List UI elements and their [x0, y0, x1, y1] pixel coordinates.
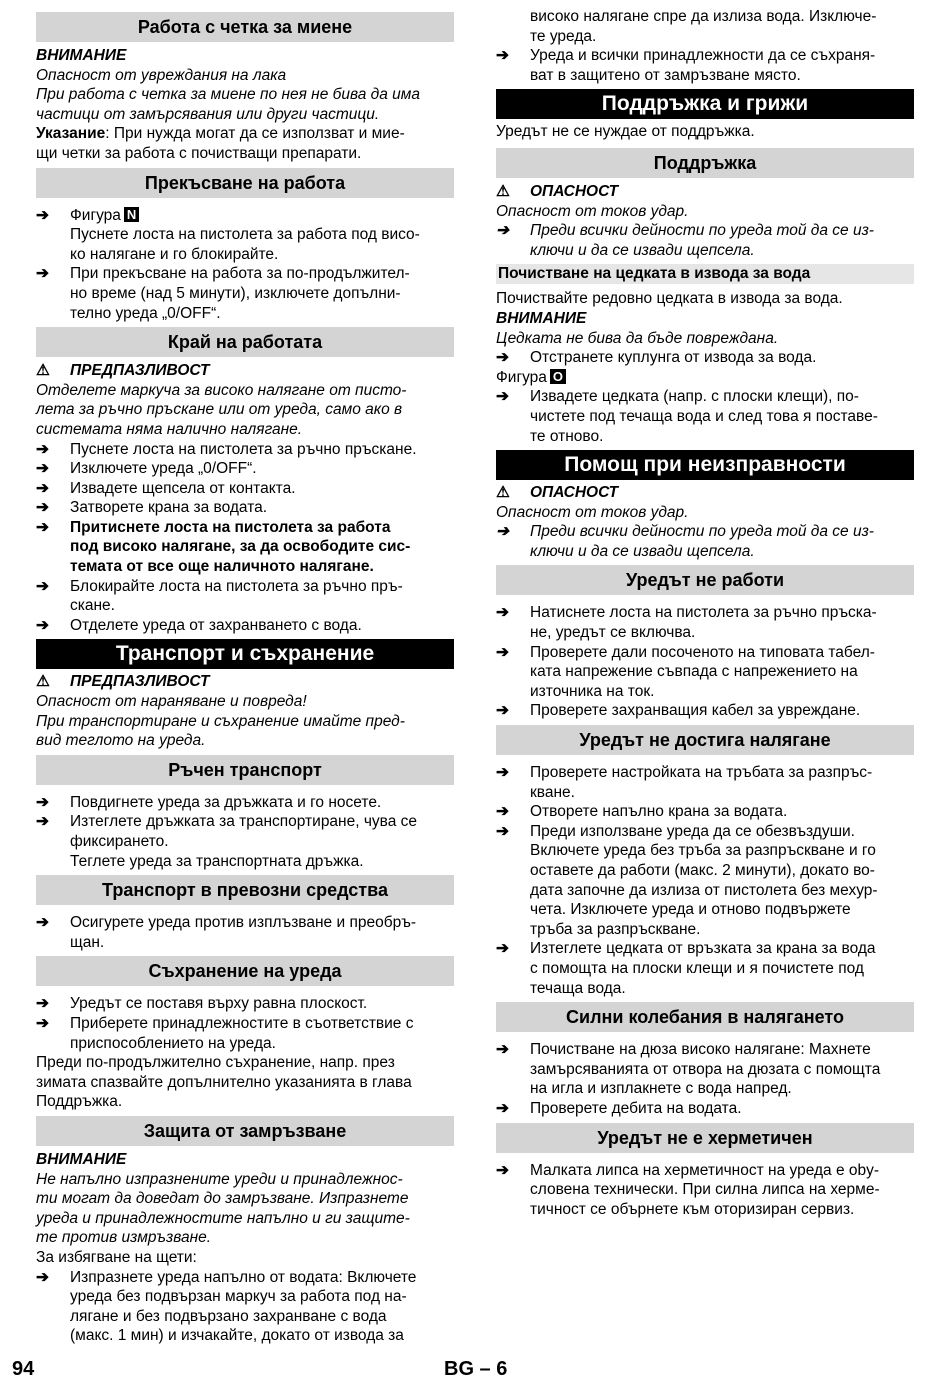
text-line: Включете уреда без тръба за разпръскване и го — [530, 842, 876, 860]
arrow-icon: ➔ — [496, 523, 509, 541]
list-item: ➔ Проверете настройката на тръбата за разпръс- — [496, 764, 873, 782]
warning-line: ⚠ ПРЕДПАЗЛИВОСТ — [36, 362, 210, 380]
text-line: ката напрежение съвпада с напрежението на — [530, 663, 858, 681]
text-line: тичност се обърнете към оторизиран сервиз. — [530, 1200, 855, 1218]
arrow-icon: ➔ — [36, 616, 49, 634]
list-item: ➔ Почистване на дюза високо налягане: Махнете — [496, 1041, 871, 1059]
text-line: Отделете маркуча за високо налягане от писто- — [36, 381, 407, 399]
text-line: Уредът не се нуждае от поддръжка. — [496, 123, 755, 141]
text-line: чистете под течаща вода и след това я поставе- — [530, 407, 878, 425]
figure-ref: Фигура — [496, 368, 547, 386]
text-line: замърсяванията от отвора на дюзата с помощта — [530, 1060, 881, 1078]
arrow-icon: ➔ — [496, 643, 509, 661]
left-column — [36, 0, 454, 1346]
arrow-icon: ➔ — [36, 995, 49, 1013]
section-heading: Уредът не е херметичен — [496, 1123, 914, 1153]
arrow-icon: ➔ — [36, 499, 49, 517]
text-line: системата няма налично налягане. — [36, 420, 303, 438]
list-item: ➔ Изпразнете уреда напълно от водата: Включете — [36, 1268, 417, 1286]
figure-letter-badge: N — [124, 207, 139, 222]
figure-line — [496, 368, 914, 388]
attention-label: ВНИМАНИЕ — [496, 309, 587, 327]
page-number: 94 — [12, 1358, 35, 1380]
text-line: течаща вода. — [530, 979, 626, 997]
warning-icon: ⚠ — [496, 182, 510, 200]
arrow-icon: ➔ — [36, 577, 49, 595]
arrow-icon: ➔ — [496, 47, 509, 65]
arrow-icon: ➔ — [36, 440, 49, 458]
chapter-heading: Помощ при неизправности — [496, 450, 914, 480]
attention-label: ВНИМАНИЕ — [36, 47, 127, 64]
list-item: ➔ Изтеглете цедката от връзката за крана за вода — [496, 940, 876, 958]
list-item: ➔ Пуснете лоста на пистолета за ръчно пръскане. — [36, 440, 417, 458]
section-heading: Ръчен транспорт — [36, 755, 454, 785]
text-line: Преди по-продължително съхранение, напр. през — [36, 1054, 395, 1072]
text-line: тръба за разпръскване. — [530, 920, 701, 938]
arrow-icon: ➔ — [496, 803, 509, 821]
section-heading: Прекъсване на работа — [36, 168, 454, 198]
arrow-icon: ➔ — [496, 1099, 509, 1117]
text-line: скане. — [70, 597, 115, 615]
arrow-icon: ➔ — [36, 793, 49, 811]
text-line: зимата спазвайте допълнително указанията в глава — [36, 1073, 412, 1091]
arrow-icon: ➔ — [36, 1268, 49, 1286]
note-text: : При нужда могат да се използват и мие- — [105, 125, 405, 143]
list-item: ➔ Извадете щепсела от контакта. — [36, 479, 296, 497]
list-item: ➔ Затворете крана за водата. — [36, 499, 268, 517]
text-line: Опасност от токов удар. — [496, 202, 689, 220]
list-item — [36, 206, 454, 226]
text-line: ти могат да доведат до замръзване. Изпразнете — [36, 1190, 409, 1208]
list-item: ➔ Изключете уреда „0/OFF“. — [36, 460, 257, 478]
arrow-icon: ➔ — [36, 813, 49, 831]
text-line: Не напълно изпразнените уреди и принадлежнос- — [36, 1170, 403, 1188]
warning-line: ⚠ ОПАСНОСТ — [496, 182, 619, 200]
list-item: ➔ Повдигнете уреда за дръжката и го носете. — [36, 793, 382, 811]
list-item: ➔ Извадете цедката (напр. с плоски клещи), по- — [496, 388, 859, 406]
text-line: телно уреда „0/OFF“. — [70, 304, 221, 322]
arrow-icon: ➔ — [496, 702, 509, 720]
text-line: уреда без подвързан маркуч за работа под на- — [70, 1288, 407, 1306]
section-heading: Поддръжка — [496, 148, 914, 178]
text-line: Опасност от увреждания на лака — [36, 66, 287, 84]
text-line: високо налягане спре да излиза вода. Изключе- — [530, 8, 877, 25]
figure-letter-badge: O — [550, 369, 566, 384]
text-line: темата от все още наличното налягане. — [70, 558, 374, 576]
arrow-icon: ➔ — [496, 764, 509, 782]
list-item: ➔ Малката липса на херметичност на уреда е obу- — [496, 1161, 880, 1179]
arrow-icon: ➔ — [36, 460, 49, 478]
text-line: (макс. 1 мин) и изчакайте, докато от извода за — [70, 1327, 404, 1345]
chapter-heading: Транспорт и съхранение — [36, 639, 454, 669]
note-line — [36, 124, 454, 144]
section-heading: Транспорт в превозни средства — [36, 875, 454, 905]
text-line: частици от замърсявания или други частици. — [36, 105, 380, 123]
page-code: BG – 6 — [444, 1358, 508, 1380]
arrow-icon: ➔ — [496, 222, 509, 240]
text-line: на игла и изплакнете с вода напред. — [530, 1080, 792, 1098]
text-line: чета. Изключете уреда и отново подвържете — [530, 901, 851, 919]
section-heading: Силни колебания в налягането — [496, 1002, 914, 1032]
section-heading: Работа с четка за миене — [36, 12, 454, 42]
text-line: приспособлението на уреда. — [70, 1034, 276, 1052]
text-line: не, уредът се включва. — [530, 624, 696, 642]
text-line: ключи и да се извади щепсела. — [530, 241, 755, 259]
list-item: ➔ Преди всички дейности по уреда той да се из- — [496, 222, 874, 240]
section-heading: Край на работата — [36, 327, 454, 357]
subsection-heading: Почистване на цедката в извода за вода — [496, 264, 914, 284]
list-item: ➔ Натиснете лоста на пистолета за ръчно пръска- — [496, 604, 877, 622]
attention-label: ВНИМАНИЕ — [36, 1150, 127, 1168]
section-heading: Уредът не работи — [496, 565, 914, 595]
section-heading: Съхранение на уреда — [36, 956, 454, 986]
text-line: вид теглото на уреда. — [36, 732, 206, 750]
list-item: ➔ Проверете дали посоченото на типовата табел- — [496, 643, 875, 661]
text-line: словена технически. При силна липса на херме- — [530, 1181, 880, 1199]
list-item: ➔ Осигурете уреда против изплъзване и преобръ- — [36, 914, 417, 932]
arrow-icon: ➔ — [496, 388, 509, 406]
arrow-icon: ➔ — [36, 479, 49, 497]
text-line: източника на ток. — [530, 682, 655, 700]
list-item: ➔ Изтеглете дръжката за транспортиране, чува се — [36, 813, 418, 831]
text-line: те против измръзване. — [36, 1229, 212, 1247]
list-item: ➔ Преди всички дейности по уреда той да се из- — [496, 523, 874, 541]
arrow-icon: ➔ — [496, 940, 509, 958]
list-item: ➔ Уредът се поставя върху равна плоскост. — [36, 995, 368, 1013]
arrow-icon: ➔ — [36, 265, 49, 283]
list-item: ➔ Уреда и всички принадлежности да се съхраня- — [496, 47, 876, 65]
text-line: Почиствайте редовно цедката в извода за вода. — [496, 290, 843, 308]
text-line: щи четки за работа с почистващи препарати. — [36, 144, 362, 162]
note-label: Указание — [36, 125, 106, 143]
arrow-icon: ➔ — [36, 206, 49, 224]
text-line: ват в защитено от замръзване място. — [530, 66, 801, 84]
section-heading: Защита от замръзване — [36, 1116, 454, 1146]
text-line: под високо налягане, за да освободите сис- — [70, 538, 411, 556]
arrow-icon: ➔ — [496, 822, 509, 840]
text-line: Цедката не бива да бъде повреждана. — [496, 329, 779, 347]
list-item: ➔ Притиснете лоста на пистолета за работа — [36, 518, 391, 536]
text-line: При транспортиране и съхранение имайте пред- — [36, 712, 405, 730]
text-line: лягане и без подвързано захранване с вода — [70, 1307, 387, 1325]
list-item: ➔ Проверете захранващия кабел за увреждане. — [496, 702, 861, 720]
figure-ref: Фигура — [70, 206, 121, 224]
list-item: ➔ Проверете дебита на водата. — [496, 1099, 742, 1117]
list-item: ➔ Отворете напълно крана за водата. — [496, 803, 788, 821]
text-line: но време (над 5 минути), изключете допълни- — [70, 284, 401, 302]
arrow-icon: ➔ — [496, 1041, 509, 1059]
text-line: За избягване на щети: — [36, 1248, 197, 1266]
section-heading: Уредът не достига налягане — [496, 725, 914, 755]
arrow-icon: ➔ — [36, 914, 49, 932]
arrow-icon: ➔ — [496, 1161, 509, 1179]
warning-line: ⚠ ОПАСНОСТ — [496, 484, 619, 502]
right-column — [496, 0, 914, 1219]
text-line: фиксирането. — [70, 833, 169, 850]
text-line: лета за ръчно пръскане или от уреда, само ако в — [36, 401, 403, 419]
arrow-icon: ➔ — [496, 604, 509, 622]
text-line: те уреда. — [530, 27, 597, 45]
list-item: ➔ Блокирайте лоста на пистолета за ръчно пръ- — [36, 577, 403, 595]
chapter-heading: Поддръжка и грижи — [496, 89, 914, 119]
arrow-icon: ➔ — [36, 1014, 49, 1032]
list-item: ➔ Приберете принадлежностите в съответствие с — [36, 1014, 414, 1032]
warning-icon: ⚠ — [496, 484, 510, 502]
list-item: ➔ Отстранете куплунга от извода за вода. — [496, 349, 817, 367]
list-item: ➔ При прекъсване на работа за по-продължител- — [36, 265, 410, 283]
warning-line: ⚠ ПРЕДПАЗЛИВОСТ — [36, 673, 210, 691]
text-line: При работа с четка за миене по нея не бива да има — [36, 86, 421, 104]
text-line: Опасност от токов удар. — [496, 503, 689, 521]
text-line: Поддръжка. — [36, 1093, 123, 1111]
text-line: Пуснете лоста на пистолета за работа под висо- — [70, 226, 420, 244]
arrow-icon: ➔ — [496, 349, 509, 367]
warning-icon: ⚠ — [36, 673, 50, 691]
text-line: ключи и да се извади щепсела. — [530, 542, 755, 560]
list-item: ➔ Отделете уреда от захранването с вода. — [36, 616, 362, 634]
text-line: ко налягане и го блокирайте. — [70, 245, 279, 263]
text-line: дата започне да излиза от пистолета без мехур- — [530, 881, 878, 899]
text-line: щан. — [70, 933, 105, 951]
text-line: кване. — [530, 783, 575, 801]
text-line: уреда и принадлежностите напълно и ги защите- — [36, 1209, 410, 1227]
text-line: оставете да работи (макс. 2 минути), докато во- — [530, 862, 875, 879]
text-line: Опасност от нараняване и повреда! — [36, 693, 307, 711]
text-line: с помощта на плоски клещи и я почистете под — [530, 959, 864, 977]
warning-icon: ⚠ — [36, 362, 50, 380]
text-line: те отново. — [530, 427, 604, 445]
list-item: ➔ Преди използване уреда да се обезвъздуши. — [496, 822, 855, 840]
arrow-icon: ➔ — [36, 518, 49, 536]
text-line: Теглете уреда за транспортната дръжка. — [70, 852, 364, 870]
